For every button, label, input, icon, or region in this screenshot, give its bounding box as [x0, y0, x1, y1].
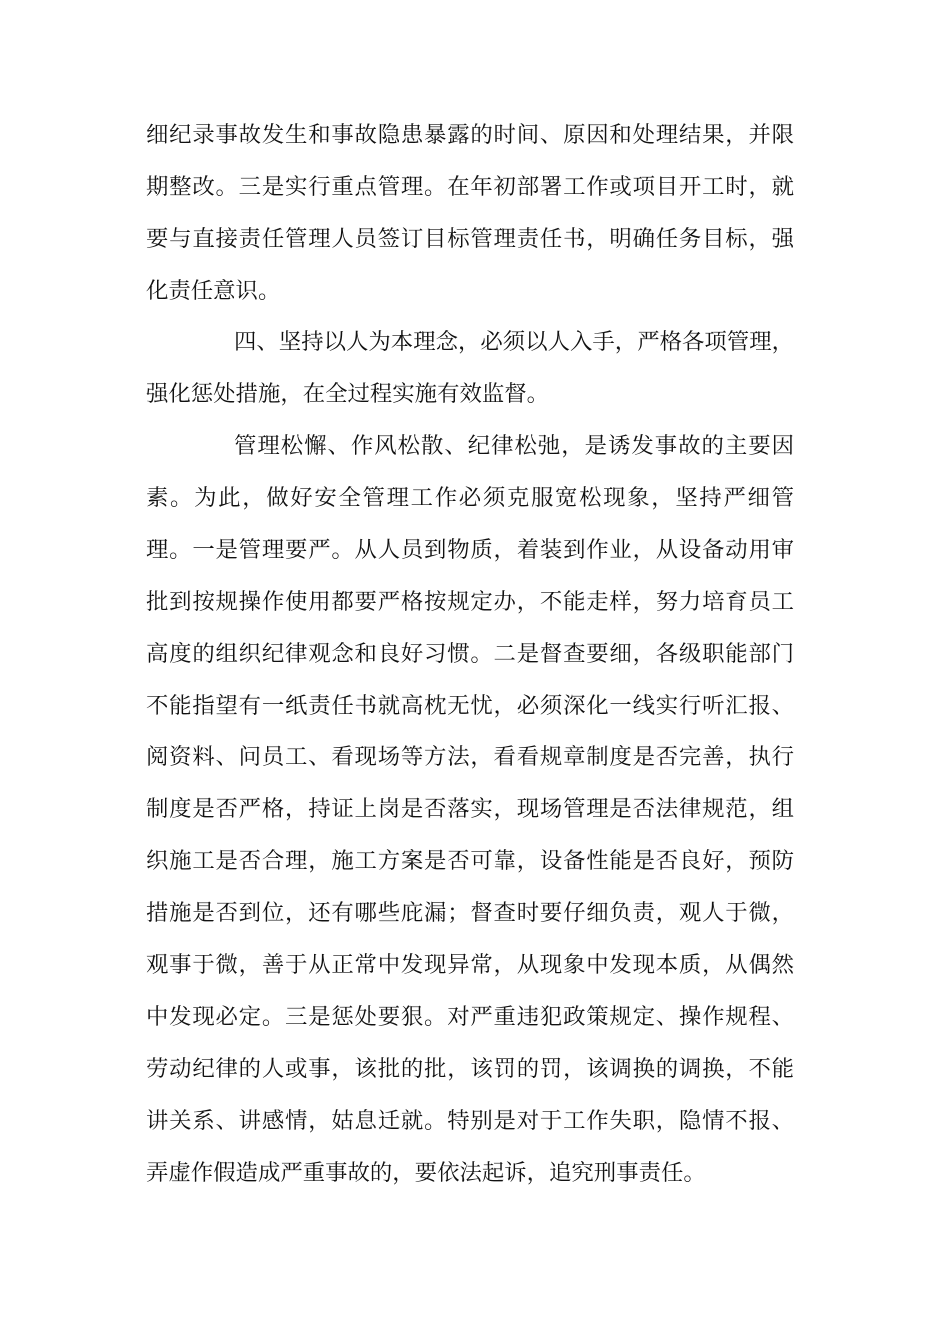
paragraph-continuation: 细纪录事故发生和事故隐患暴露的时间、原因和处理结果，并限期整改。三是实行重点管理。在年初部署工作或项目开工时，就要与直接责任管理人员签订目标管理责任书，明确任务目标，强化责任意识。 — [146, 122, 794, 304]
paragraph-body: 管理松懈、作风松散、纪律松弛，是诱发事故的主要因素。为此，做好安全管理工作必须克服宽松现象，坚持严细管理。一是管理要严。从人员到物质，着装到作业，从设备动用审批到按规操作使用都要严格按规定办，不能走样，努力培育员工高度的组织纪律观念和良好习惯。二是督查要细，各级职能部门不能指望有一纸责任书就高枕无忧，必须深化一线实行听汇报、阅资料、问员工、看现场等方法，看看规章制度是否完善，执行制度是否严格，持证上岗是否落实，现场管理是否法律规范，组织施工是否合理，施工方案是否可靠，设备性能是否良好，预防措施是否到位，还有哪些庇漏；督查时要仔细负责，观人于微，观事于微，善于从正常中发现异常，从现象中发现本质，从偶然中发现必定。三是惩处要狠。对严重违犯政策规定、操作规程、劳动纪律的人或事，该批的批，该罚的罚，该调换的调换，不能讲关系、讲感情，姑息迁就。特别是对于工作失职，隐情不报、弄虚作假造成严重事故的，要依法起诉，追究刑事责任。 — [146, 433, 794, 1186]
paragraph-section-heading: 四、坚持以人为本理念，必须以人入手，严格各项管理，强化惩处措施，在全过程实施有效监督。 — [146, 329, 794, 407]
